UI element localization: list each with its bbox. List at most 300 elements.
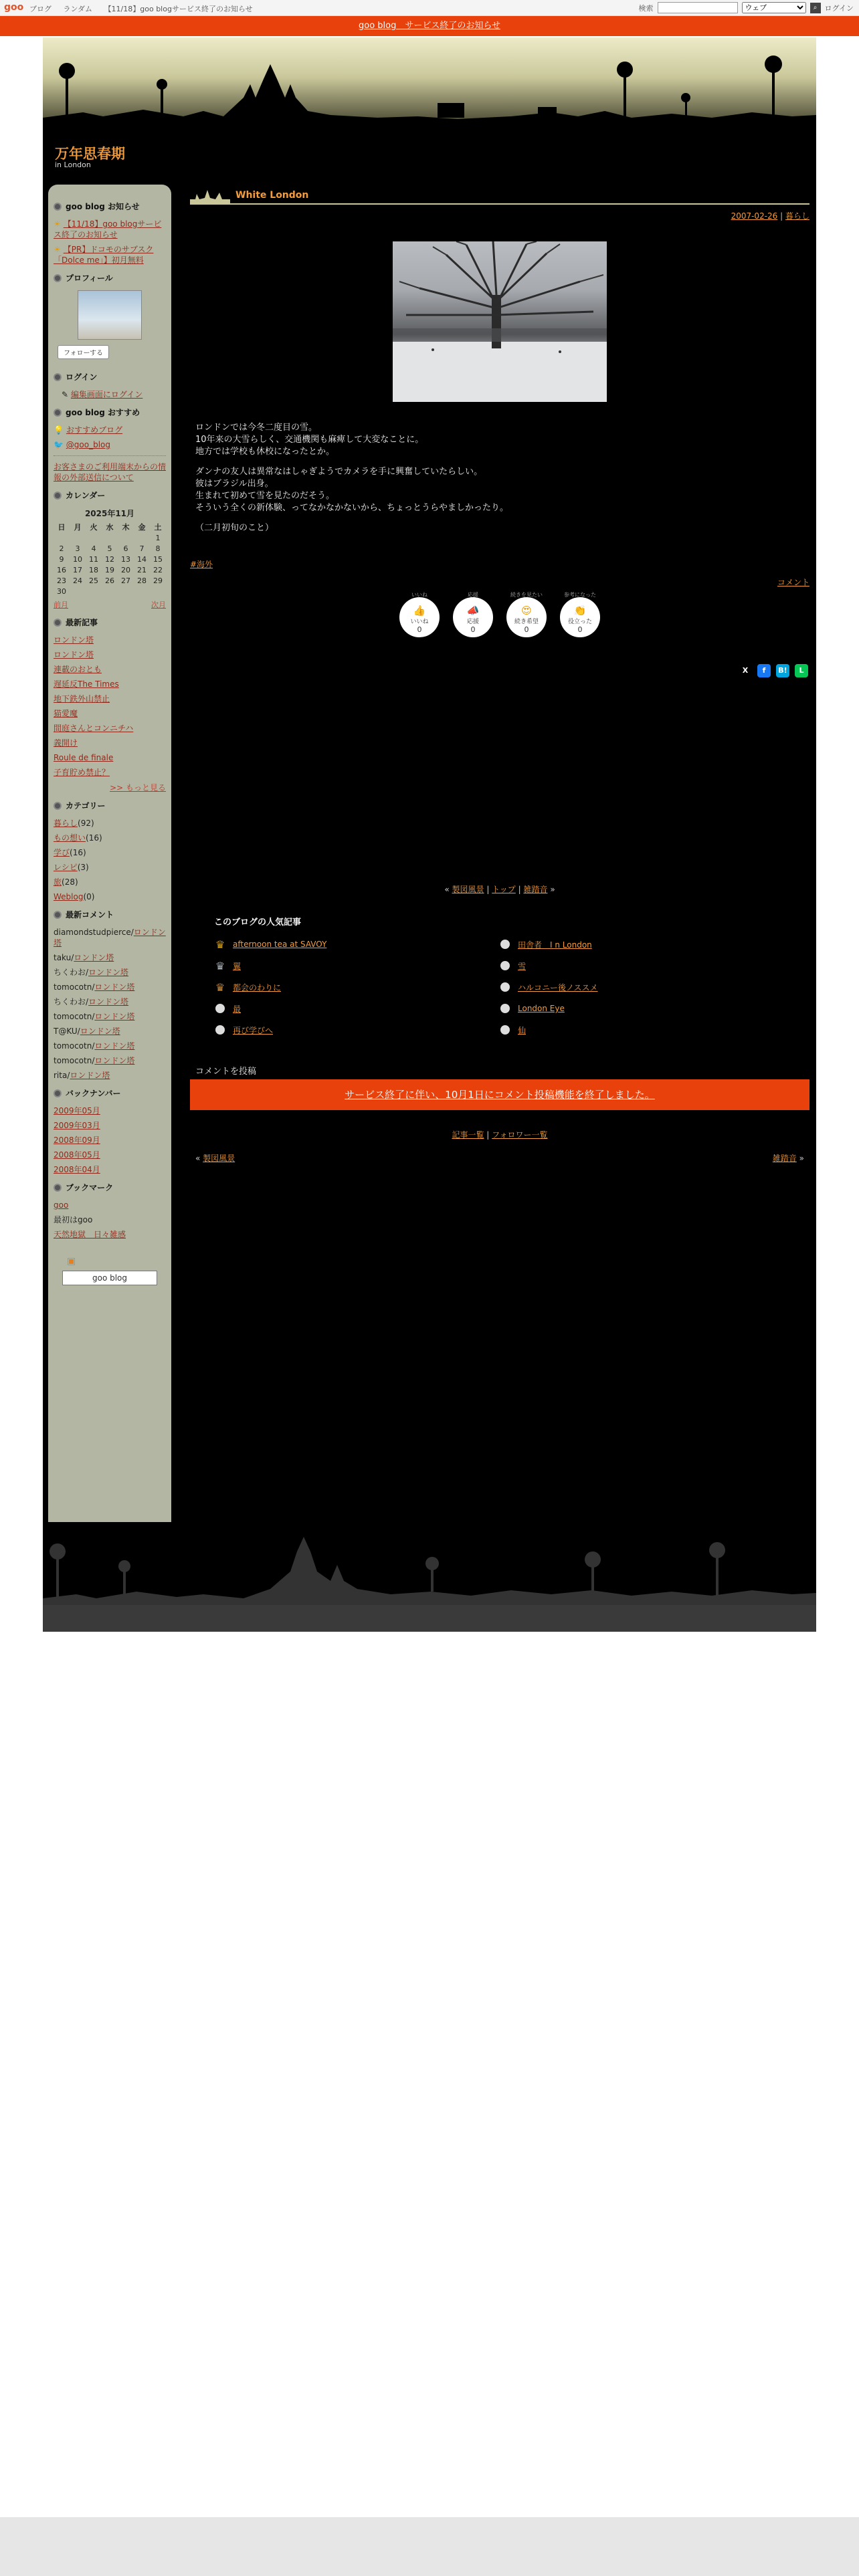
category-count: (3) [77, 863, 89, 872]
service-end-link[interactable]: goo blog サービス終了のお知らせ [359, 21, 500, 31]
comment-closed-banner [190, 1079, 809, 1110]
calendar-day: 21 [137, 565, 147, 574]
comment-article-link[interactable]: ロンドン塔 [94, 1041, 135, 1051]
list-item [54, 461, 166, 483]
entry-paragraph [195, 466, 804, 514]
category-count: (28) [62, 877, 78, 887]
category-link[interactable]: もの想い [54, 833, 86, 843]
reaction-button[interactable] [506, 592, 547, 637]
tag-link[interactable]: #海外 [190, 560, 213, 569]
calendar-day [118, 532, 134, 543]
pencil-icon: ✎ [62, 390, 69, 399]
entry-line: ダンナの友人は異常なはしゃぎようでカメラを手に興奮していたらしい。 [195, 467, 483, 477]
bookmark-link[interactable]: 天然地獄 日々雑感 [54, 1230, 126, 1239]
comment-article-link[interactable]: ロンドン塔 [74, 953, 114, 962]
sidebar-heading-backnumber: バックナンバー [54, 1087, 166, 1099]
calendar-day: 3 [75, 544, 80, 553]
list-item [54, 738, 166, 748]
calendar-week-row [54, 564, 166, 575]
comment-article-link[interactable]: ロンドン塔 [88, 997, 129, 1006]
list-item [54, 723, 166, 734]
recent-article-link[interactable]: 猫愛魔 [54, 709, 78, 718]
reaction-label: 役立った [567, 619, 592, 625]
commenter-name: ちくわお/ [54, 997, 89, 1006]
calendar-title: 2025年11月 [84, 509, 135, 518]
calendar-day [70, 532, 86, 543]
backnumber-link[interactable]: 2009年05月 [54, 1106, 100, 1115]
search-input[interactable] [658, 2, 738, 13]
bullet-icon [54, 409, 62, 417]
twitter-link[interactable]: @goo_blog [66, 440, 110, 449]
sidebar-heading-category: カテゴリー [54, 800, 166, 811]
list-item [54, 1055, 166, 1066]
entry-pager: « 製図風景 | トップ | 雑踏音 » [444, 885, 555, 894]
sidebar-heading-profile: プロフィール [54, 272, 166, 284]
reaction-icon: 😍 [521, 605, 532, 617]
reaction-count: 0 [417, 625, 422, 634]
popular-item [499, 937, 767, 952]
notice-link[interactable]: 【PR】ドコモのサブスク「Dolce me」】初月無料 [54, 245, 154, 265]
popular-article-link[interactable]: 仙 [518, 1025, 527, 1035]
comment-article-link[interactable]: ロンドン塔 [94, 982, 135, 992]
entry-tag [190, 558, 809, 570]
recent-article-link[interactable]: 子育貯め禁止？ [54, 768, 110, 777]
calendar-week-row [54, 575, 166, 586]
sun-icon: ☀ [54, 245, 61, 254]
popular-article-link[interactable]: ハルコニー後ノススメ [518, 982, 598, 992]
bookmark-link[interactable]: goo [54, 1200, 69, 1210]
entry-date-link[interactable]: 2007-02-26 [731, 211, 778, 221]
category-link[interactable]: Weblog [54, 892, 84, 901]
comment-post-heading: コメントを投稿 [195, 1067, 257, 1077]
calendar-day [86, 532, 102, 543]
reaction-button[interactable] [453, 592, 493, 637]
category-count: (0) [83, 892, 95, 901]
login-list [54, 389, 166, 400]
reaction-icon: 👏 [573, 605, 587, 617]
reaction-caption: いいね [411, 592, 427, 598]
list-item [54, 752, 166, 763]
recent-article-link[interactable]: Roule de finale [54, 753, 114, 762]
backnumber-link[interactable]: 2008年04月 [54, 1165, 100, 1174]
goo-toolbar-links [29, 3, 262, 14]
search-label: 検索 [638, 3, 654, 13]
calendar-day: 18 [89, 565, 98, 574]
crown-icon: ♛ [215, 938, 225, 951]
recommend-list [54, 425, 166, 450]
calendar-day-header: 月 [74, 523, 82, 532]
calendar-nav [54, 599, 166, 610]
toolbar-right [639, 2, 854, 13]
entry-meta: 2007-02-26 | 暮らし [731, 211, 809, 221]
sidebar-heading-comments: 最新コメント [54, 909, 166, 920]
popular-item [499, 958, 767, 973]
popular-item [214, 958, 499, 973]
calendar-day: 28 [137, 576, 147, 585]
popular-heading: このブログの人気記事 [214, 918, 302, 928]
popular-item [214, 1001, 499, 1016]
recommend-link[interactable]: おすすめブログ [66, 425, 123, 435]
commenter-name: tomocotn/ [54, 1012, 95, 1021]
reaction-icon: 👍 [413, 605, 426, 617]
calendar-day: 19 [105, 565, 114, 574]
list-item [54, 439, 166, 450]
comment-link-row [190, 576, 809, 588]
list-item [54, 1041, 166, 1051]
calendar-day [118, 586, 134, 597]
backnumber-link[interactable]: 2008年09月 [54, 1136, 100, 1145]
reaction-caption: 続きを見たい [510, 592, 543, 598]
facebook-share-icon[interactable]: f [757, 664, 771, 677]
list-item [54, 1200, 166, 1210]
list-item [54, 708, 166, 719]
calendar-day: 30 [57, 586, 66, 596]
twitter-icon: 🐦 [54, 440, 64, 449]
sidebar-heading-recommend: goo blog おすすめ [54, 407, 166, 418]
list-item [54, 877, 166, 887]
commenter-name: taku/ [54, 953, 74, 962]
sidebar-heading-login: ログイン [54, 371, 166, 383]
sidebar-heading-recent: 最新記事 [54, 617, 166, 628]
list-item [54, 818, 166, 829]
calendar-next-link[interactable]: 次月 [151, 601, 166, 609]
recent-article-link[interactable]: ロンドン塔 [54, 635, 94, 645]
next-wrap: 雑踏音 » [772, 1154, 804, 1163]
circle-icon [500, 961, 510, 970]
comment-closed-link[interactable]: サービス終了に伴い、10月1日にコメント投稿機能を終了しました。 [345, 1089, 655, 1101]
calendar-day: 9 [59, 554, 64, 564]
calendar-day: 15 [153, 554, 163, 564]
divider [54, 455, 166, 456]
toolbar-link-notice[interactable]: 【11/18】goo blogサービス終了のお知らせ [104, 5, 253, 13]
calendar-day: 12 [105, 554, 114, 564]
search-scope-select[interactable] [742, 2, 806, 13]
privacy-link[interactable]: お客さまのご利用端末からの情報の外部送信について [54, 462, 167, 482]
comment-article-link[interactable]: ロンドン塔 [94, 1056, 135, 1065]
calendar-day: 6 [123, 544, 128, 553]
entry-line: 生まれて初めて雪を見たのだそう。 [195, 491, 335, 501]
circle-icon [215, 1004, 225, 1013]
calendar-week-row [54, 554, 166, 564]
backnumber-link[interactable]: 2009年03月 [54, 1121, 100, 1130]
prev-entry-link[interactable]: 製図風景 [203, 1154, 235, 1163]
goo-toolbar [0, 0, 859, 16]
prev-wrap: « 製図風景 [195, 1154, 235, 1163]
popular-article-link[interactable]: London Eye [518, 1004, 565, 1013]
list-item [54, 1229, 166, 1240]
category-link[interactable]: 旅 [54, 877, 62, 887]
category-link[interactable]: レシピ [54, 863, 78, 872]
calendar-day [134, 532, 150, 543]
crown-icon: ♛ [215, 959, 225, 972]
sidebar-heading-notice: goo blog お知らせ [54, 201, 166, 212]
sidebar-heading-calendar: カレンダー [54, 490, 166, 501]
list-item [54, 833, 166, 843]
calendar-day: 26 [105, 576, 114, 585]
reaction-label: 続き希望 [514, 619, 539, 625]
calendar-day: 5 [107, 544, 112, 553]
recent-list [54, 635, 166, 778]
sidebar [48, 185, 171, 1522]
circle-icon [215, 1025, 225, 1035]
article-list-link[interactable]: 記事一覧 [452, 1130, 484, 1140]
hatena-share-icon[interactable]: B! [776, 664, 789, 677]
angkor-silhouette-header [43, 37, 816, 171]
blog-header [43, 37, 816, 171]
entry-paragraph [195, 422, 804, 458]
list-item [54, 1105, 166, 1116]
commenter-name: tomocotn/ [54, 1041, 95, 1051]
calendar-day: 27 [121, 576, 130, 585]
calendar-day [102, 532, 118, 543]
rss-icon[interactable]: ▣ [67, 1256, 76, 1267]
profile-image[interactable] [78, 290, 142, 340]
calendar-day: 13 [121, 554, 130, 564]
calendar-day: 24 [73, 576, 82, 585]
commenter-name: tomocotn/ [54, 1056, 95, 1065]
list-item [54, 219, 166, 240]
popular-item [499, 980, 767, 994]
popular-article-link[interactable]: 雪 [518, 961, 527, 971]
list-item [54, 679, 166, 689]
list-item [54, 862, 166, 873]
popular-article-link[interactable]: afternoon tea at SAVOY [233, 940, 327, 949]
calendar-day-header: 土 [154, 523, 162, 532]
x-share-icon[interactable]: X [739, 664, 752, 677]
calendar-day-header: 日 [58, 523, 66, 532]
circle-icon [500, 1025, 510, 1035]
reaction-button[interactable] [399, 592, 440, 637]
list-item [54, 244, 166, 265]
calendar-day [102, 586, 118, 597]
bullet-icon [54, 619, 62, 627]
list-item [54, 1026, 166, 1037]
main-content [190, 185, 809, 1164]
goo-logo[interactable]: goo [4, 2, 24, 13]
service-end-banner [0, 16, 859, 36]
category-link[interactable]: 暮らし [54, 819, 78, 828]
calendar-day [134, 586, 150, 597]
pager-top-link[interactable]: トップ [492, 885, 516, 894]
reaction-caption: 応援 [468, 592, 478, 598]
entry-title[interactable]: White London [235, 190, 309, 201]
recent-article-link[interactable]: 遅延反The Times [54, 679, 119, 689]
calendar-week-row [54, 586, 166, 597]
more-link[interactable]: >> もっと見る [110, 783, 166, 792]
entry-body [190, 422, 809, 534]
calendar-day: 10 [73, 554, 82, 564]
privacy-list [54, 461, 166, 483]
category-link[interactable]: 学び [54, 848, 70, 857]
calendar-prev-link[interactable]: 前月 [54, 601, 68, 609]
entry-line: （二月初旬のこと） [195, 523, 274, 533]
calendar-week-row [54, 532, 166, 543]
toolbar-link-random[interactable]: ランダム [63, 5, 93, 13]
list-item [54, 1070, 166, 1081]
list-item [54, 1120, 166, 1131]
category-count: (16) [70, 848, 86, 857]
entry-line: 地方では学校も休校になったとか。 [195, 447, 335, 457]
prev-next-nav [195, 1152, 804, 1164]
snow-park-photo[interactable] [393, 241, 607, 402]
reaction-button[interactable] [560, 592, 600, 637]
blog-title[interactable]: 万年思春期 [55, 146, 125, 162]
entry-line: ロンドンでは今冬二度目の雪。 [195, 423, 318, 433]
recent-article-link[interactable]: 間庭さんとコンニチハ [54, 724, 134, 733]
entry-line: 10年来の大雪らしく、交通機関も麻痺して大変なことに。 [195, 435, 424, 445]
popular-article-link[interactable]: 都会のわりに [233, 982, 282, 992]
list-item [54, 425, 166, 435]
list-item [54, 967, 166, 978]
calendar-day: 17 [73, 565, 82, 574]
recent-article-link[interactable]: 義開け [54, 738, 78, 748]
calendar-day: 23 [57, 576, 66, 585]
bullet-icon [54, 1184, 62, 1192]
popular-item [499, 1001, 767, 1016]
reaction-buttons [190, 592, 809, 637]
bullet-icon [54, 492, 62, 500]
search-icon[interactable]: ⌕ [810, 3, 821, 13]
notice-link[interactable]: 【11/18】goo blogサービス終了のお知らせ [54, 219, 162, 239]
calendar-day-header: 火 [90, 523, 98, 532]
list-item [54, 1150, 166, 1160]
category-count: (92) [78, 819, 94, 828]
commenter-name: tomocotn/ [54, 982, 95, 992]
snow-tree-graphic [393, 241, 607, 402]
circle-icon [500, 982, 510, 992]
bullet-icon [54, 203, 62, 211]
backnumber-list [54, 1105, 166, 1175]
entry-paragraph [195, 522, 804, 534]
list-item [54, 389, 166, 400]
recent-article-link[interactable]: 連載のおとも [54, 665, 102, 674]
list-item [54, 1011, 166, 1022]
circle-icon [500, 1004, 510, 1013]
recent-comments-list [54, 927, 166, 1081]
next-entry-link[interactable]: 雑踏音 [772, 1154, 797, 1163]
list-item [54, 982, 166, 992]
calendar-day: 2 [59, 544, 64, 553]
list-item [54, 847, 166, 858]
pager-next-link[interactable]: 雑踏音 [523, 885, 548, 894]
list-item [54, 996, 166, 1007]
calendar-week-row [54, 543, 166, 554]
toolbar-link-blog[interactable]: ブログ [29, 5, 52, 13]
share-buttons [190, 664, 808, 677]
calendar-header-row [54, 522, 166, 532]
list-item [54, 767, 166, 778]
crown-icon: ♛ [215, 980, 225, 994]
sun-icon: ☀ [54, 219, 61, 229]
comment-article-link[interactable]: ロンドン塔 [80, 1027, 120, 1036]
comment-link[interactable]: コメント [777, 578, 809, 587]
list-item [54, 664, 166, 675]
follow-button[interactable]: フォローする [58, 345, 109, 359]
popular-article-link[interactable]: 翼 [233, 961, 242, 971]
reaction-icon: 📣 [466, 605, 480, 617]
sidebar-heading-bookmark: ブックマーク [54, 1182, 166, 1193]
list-item [54, 927, 166, 948]
popular-article-link[interactable]: 最 [233, 1004, 242, 1014]
goo-blog-button[interactable]: goo blog [62, 1271, 157, 1285]
entry-category-link[interactable]: 暮らし [785, 211, 809, 221]
commenter-name: rita/ [54, 1071, 70, 1080]
calendar-day-header: 水 [106, 523, 114, 532]
edit-login-link[interactable]: 編集画面にログイン [70, 390, 143, 399]
line-share-icon[interactable]: L [795, 664, 808, 677]
entry-header [190, 185, 809, 205]
popular-article-link[interactable]: 田舎者 I n London [518, 940, 592, 950]
list-item [54, 1214, 166, 1225]
calendar-table [54, 522, 166, 597]
calendar-day: 14 [137, 554, 147, 564]
reaction-label: 応援 [466, 619, 479, 625]
bulb-icon: 💡 [54, 425, 64, 435]
popular-grid [214, 937, 809, 1037]
popular-item [499, 1023, 767, 1037]
recent-article-link[interactable]: ロンドン塔 [54, 650, 94, 659]
list-item [54, 891, 166, 902]
calendar-day-header: 金 [138, 523, 146, 532]
circle-icon [500, 940, 510, 949]
list-links: 記事一覧 | フォロワー一覧 [452, 1130, 548, 1140]
popular-articles [214, 915, 809, 1037]
reaction-caption: 参考になった [564, 592, 596, 598]
page-footer-area [0, 2517, 859, 2576]
bullet-icon [54, 373, 62, 381]
list-item [54, 952, 166, 963]
comment-article-link[interactable]: ロンドン塔 [94, 1012, 135, 1021]
list-item [54, 635, 166, 645]
backnumber-link[interactable]: 2008年05月 [54, 1150, 100, 1160]
list-item [54, 649, 166, 660]
entry-line: 彼はブラジル出身。 [195, 479, 274, 489]
recent-article-link[interactable]: 地下鉄外山禁止 [54, 694, 110, 704]
calendar-day: 29 [153, 576, 163, 585]
category-list [54, 818, 166, 902]
calendar-day: 16 [57, 565, 66, 574]
popular-article-link[interactable]: 再び学びへ [233, 1025, 274, 1035]
reaction-count: 0 [577, 625, 583, 634]
temple-icon [190, 185, 230, 205]
follower-list-link[interactable]: フォロワー一覧 [492, 1130, 548, 1140]
entry-line: そういう全くの新体験、ってなかなかないから、ちょっとうらやましかったり。 [195, 503, 509, 513]
comment-article-link[interactable]: ロンドン塔 [88, 968, 129, 977]
popular-item [214, 937, 499, 952]
calendar-day: 22 [153, 565, 163, 574]
list-item [54, 1164, 166, 1175]
calendar-day: 4 [91, 544, 96, 553]
login-link[interactable]: ログイン [824, 3, 854, 13]
list-item [54, 1135, 166, 1146]
calendar-day: 7 [139, 544, 145, 553]
calendar-day: 20 [121, 565, 130, 574]
bullet-icon [54, 1089, 62, 1097]
list-item [54, 693, 166, 704]
notice-list [54, 219, 166, 265]
calendar-day: 11 [89, 554, 98, 564]
calendar-day: 25 [89, 576, 98, 585]
blog-frame [43, 37, 816, 1632]
reaction-count: 0 [470, 625, 476, 634]
bullet-icon [54, 911, 62, 919]
calendar-day: 1 [155, 533, 161, 542]
comment-article-link[interactable]: ロンドン塔 [70, 1071, 110, 1080]
comment-article-link[interactable]: ロンドン塔 [54, 928, 166, 948]
reaction-label: いいね [410, 619, 429, 625]
pager-prev-link[interactable]: 製図風景 [452, 885, 484, 894]
reaction-count: 0 [524, 625, 529, 634]
